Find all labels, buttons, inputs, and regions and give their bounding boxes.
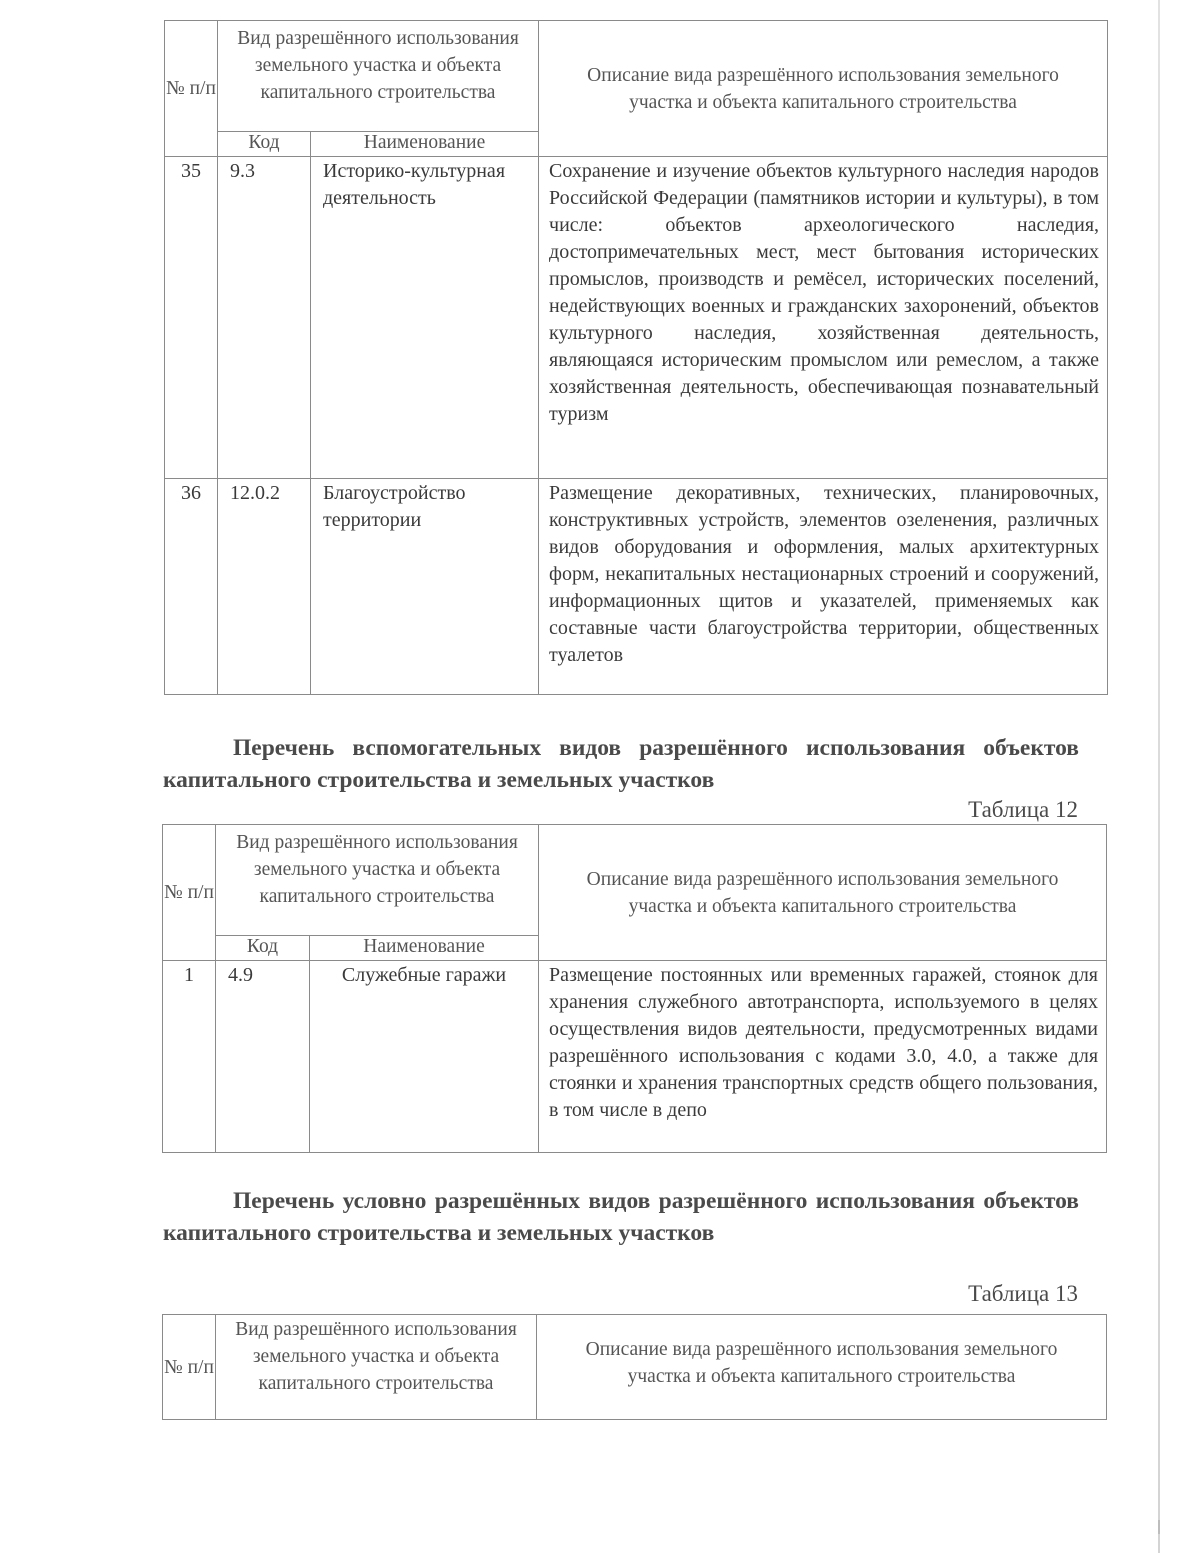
header-name: Наименование: [311, 132, 539, 157]
row-name: Благоустройство территории: [311, 479, 539, 695]
row-number: 1: [163, 961, 216, 1153]
row-name: Историко-культурная деятельность: [311, 157, 539, 479]
row-name: Служебные гаражи: [310, 961, 539, 1153]
row-description: Сохранение и изучение объектов культурного наследия народов Российской Федерации (памятников истории и культуры), в том числе: объектов археологического наследия, достопримечательных мест, мест бытования исторических промыслов, производств и ремёсел, исторических поселений, недействующих военных и гражданских захоронений, объектов культурного наследия, хозяйственная деятельность, являющаяся историческим промыслом или ремеслом, а также хозяйственная деятельность, обеспечивающая познавательный туризм: [539, 157, 1108, 479]
section-heading-auxiliary: Перечень вспомогательных видов разрешённого использования объектов капитального строительства и земельных участков: [163, 735, 1079, 793]
header-kind: Вид разрешённого использования земельного участка и объекта капитального строительства: [216, 1315, 537, 1420]
header-name: Наименование: [310, 936, 539, 961]
table-caption-12: Таблица 12: [968, 797, 1078, 822]
permitted-use-table-continued: [164, 20, 1108, 695]
header-code: Код: [216, 936, 310, 961]
row-number: 35: [165, 157, 218, 479]
page-edge-mark: [1158, 1520, 1160, 1534]
page-edge-shadow: [1158, 0, 1160, 1553]
conditional-use-table: [162, 1314, 1107, 1420]
auxiliary-use-table: [162, 824, 1107, 1153]
table-row: [165, 157, 1108, 479]
header-kind: Вид разрешённого использования земельного участка и объекта капитального строительства: [216, 825, 539, 936]
row-description: Размещение декоративных, технических, планировочных, конструктивных устройств, элементов озеленения, различных видов оборудования и оформления, малых архитектурных форм, некапитальных нестационарных строений и сооружений, информационных щитов и указателей, применяемых как составные части благоустройства территории, общественных туалетов: [539, 479, 1108, 695]
row-code: 12.0.2: [218, 479, 311, 695]
header-description: Описание вида разрешённого использования земельного участка и объекта капитального строительства: [539, 825, 1107, 961]
header-description: Описание вида разрешённого использования земельного участка и объекта капитального строительства: [537, 1315, 1107, 1420]
header-kind: Вид разрешённого использования земельного участка и объекта капитального строительства: [218, 21, 539, 132]
header-code: Код: [218, 132, 311, 157]
header-number: № п/п: [165, 21, 218, 157]
row-code: 9.3: [218, 157, 311, 479]
section-heading-conditional: Перечень условно разрешённых видов разрешённого использования объектов капитального строительства и земельных участков: [163, 1188, 1079, 1246]
row-code: 4.9: [216, 961, 310, 1153]
row-number: 36: [165, 479, 218, 695]
row-description: Размещение постоянных или временных гаражей, стоянок для хранения служебного автотранспорта, используемого в целях осуществления видов деятельности, предусмотренных видами разрешённого использования с кодами 3.0, 4.0, а также для стоянки и хранения транспортных средств общего пользования, в том числе в депо: [539, 961, 1107, 1153]
header-description: Описание вида разрешённого использования земельного участка и объекта капитального строительства: [539, 21, 1108, 157]
header-number: № п/п: [163, 825, 216, 961]
table-caption-13: Таблица 13: [968, 1281, 1078, 1306]
header-number: № п/п: [163, 1315, 216, 1420]
table-row: [165, 479, 1108, 695]
table-row: [163, 961, 1107, 1153]
